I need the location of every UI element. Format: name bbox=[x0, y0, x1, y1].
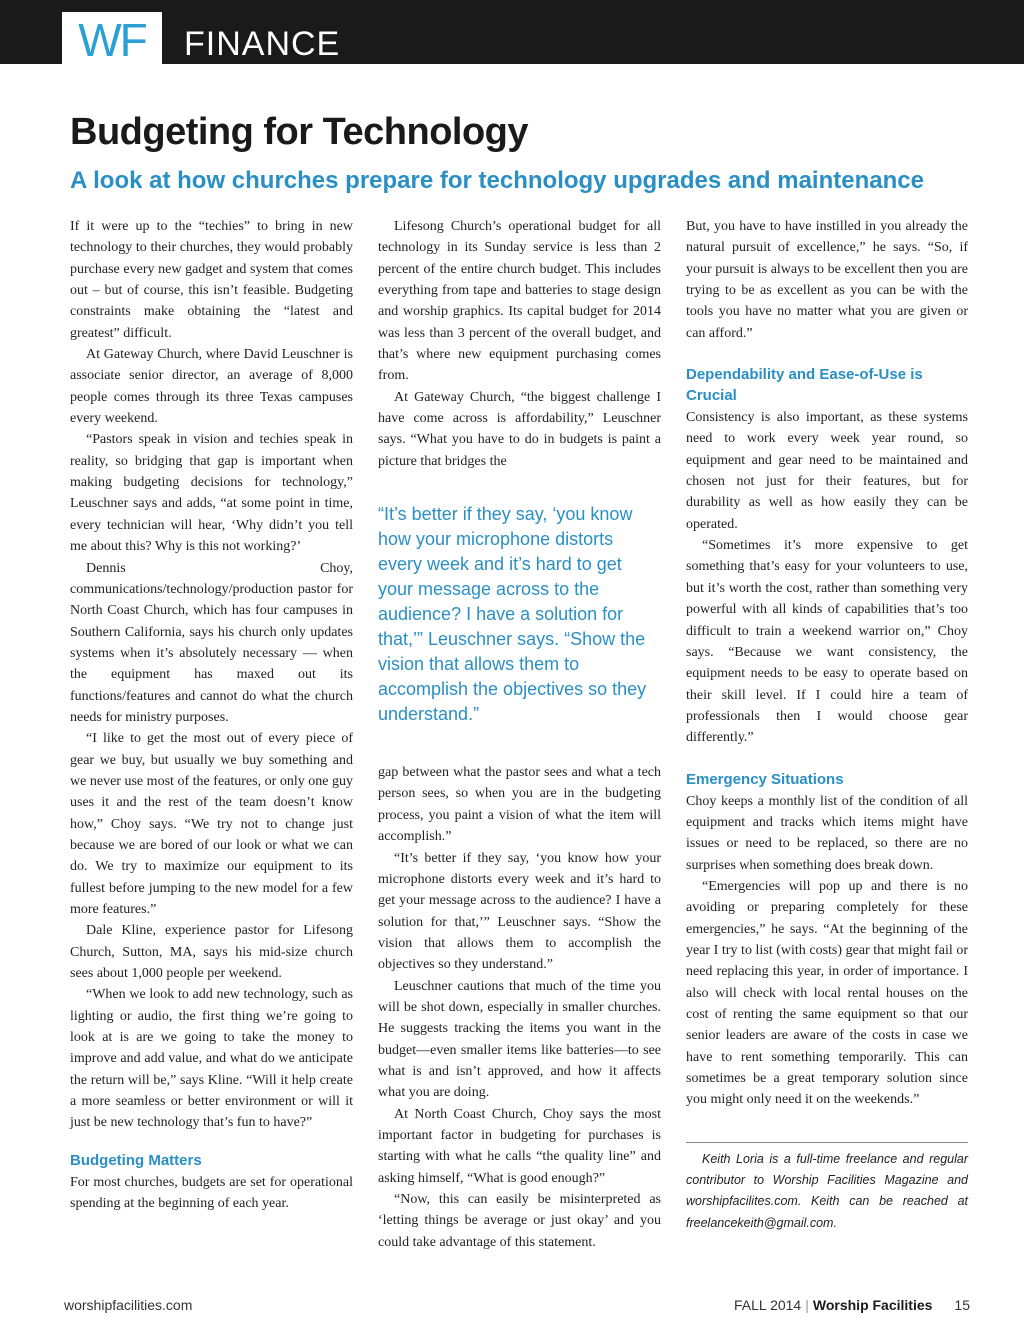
footer-website: worshipfacilities.com bbox=[64, 1297, 193, 1313]
author-bio: Keith Loria is a full-time freelance and regular contributor to Worship Facilities Magazine and worshipfacilites.com. Keith can be reached at freelancekeith@gmail.com. bbox=[686, 1151, 968, 1230]
article-column-3 bbox=[686, 216, 968, 1234]
section-heading-dependability: Dependability and Ease-of-Use is Crucial bbox=[686, 366, 923, 405]
page-footer bbox=[734, 1296, 970, 1314]
body-paragraph: “It’s better if they say, ‘you know how your microphone distorts every week and it’s hard to get your message across to the audience? I have a solution for that,’” Leuschner says. “Show the vision that allows them to accomplish the objectives so they understand.” bbox=[378, 850, 661, 973]
body-paragraph: Choy keeps a monthly list of the condition of all equipment and tracks which items might have issues or need to be replaced, so there are no surprises when something does break down. bbox=[686, 793, 968, 873]
body-paragraph: Dale Kline, experience pastor for Lifesong Church, Sutton, MA, says his mid-size church sees about 1,000 people per weekend. bbox=[70, 923, 353, 982]
body-paragraph: “I like to get the most out of every piece of gear we buy, but usually we buy something and we never use most of the features, or only one guy uses it and the rest of the team doesn’t know how,” Choy says. “We try not to change just because we are bored of our look or what we can do. We try to maximize our equipment to its fullest before jumping to the new model for a few more features.” bbox=[70, 731, 353, 917]
bio-divider bbox=[686, 1142, 968, 1143]
body-paragraph: At North Coast Church, Choy says the most important factor in budgeting for purchases is starting with what he calls “the quality line” and asking himself, “What is good enough?” bbox=[378, 1106, 661, 1186]
article-subtitle: A look at how churches prepare for technology upgrades and maintenance bbox=[70, 167, 924, 194]
body-paragraph: Dennis Choy, communications/technology/production pastor for North Coast Church, which has four campuses in Southern California, says his church only updates systems when it’s absolutely necessary — when the equipment has maxed out its functions/features and cannot do what the church needs for ministry purposes. bbox=[70, 560, 353, 725]
body-paragraph: “Now, this can easily be misinterpreted as ‘letting things be average or just okay’ and you could take advantage of this statement. bbox=[378, 1192, 661, 1250]
section-label: FINANCE bbox=[184, 25, 341, 63]
body-paragraph: “Emergencies will pop up and there is no avoiding or preparing completely for these emergencies,” he says. “At the beginning of the year I try to list (with costs) gear that might fail or need replacing this year, in order of importance. I also will check with local rental houses on the cost of renting the same equipment so that our senior leaders are aware of the costs in case we have to rent something temporarily. This can sometimes be a great temporary solution since you might only need it on the weekends.” bbox=[686, 878, 968, 1108]
body-paragraph: Consistency is also important, as these systems need to work every week year round, so equipment and gear need to be maintained and chosen not just for their features, but for durability as well as how easily they can be operated. bbox=[686, 410, 968, 532]
article-title: Budgeting for Technology bbox=[70, 111, 529, 153]
section-header-bar bbox=[0, 0, 1024, 64]
section-heading-budgeting-matters: Budgeting Matters bbox=[70, 1151, 202, 1169]
body-paragraph: gap between what the pastor sees and what a tech person sees, so when you are in the budgeting process, you paint a vision of what the item will accomplish.” bbox=[378, 765, 661, 845]
body-paragraph: Lifesong Church’s operational budget for all technology in its Sunday service is less than 2 percent of the entire church budget. This includes everything from tape and batteries to stage design and worship graphics. Its capital budget for 2014 was less than 3 percent of the overall budget, and that’s where new equipment purchasing comes from. bbox=[378, 219, 661, 384]
footer-separator: | bbox=[805, 1297, 809, 1313]
article-column-2 bbox=[378, 216, 661, 1253]
page-number: 15 bbox=[954, 1297, 970, 1313]
pull-quote: “It’s better if they say, ‘you know how your microphone distorts every week and it’s hard to get your message across to the audience? I have a solution for that,’” Leuschner says. “Show the vision that allows them to accomplish the objectives so they understand.” bbox=[378, 504, 647, 725]
magazine-logo: WF bbox=[78, 14, 146, 66]
body-paragraph: But, you have to have instilled in you already the natural pursuit of excellence,” he says. “So, if your pursuit is always to be excellent then you are trying to be as excellent as you can be with the tools you have no matter what you are given or can afford.” bbox=[686, 219, 968, 341]
body-paragraph: At Gateway Church, where David Leuschner is associate senior director, an average of 8,000 people comes through its three Texas campuses every weekend. bbox=[70, 347, 353, 427]
body-paragraph: Leuschner cautions that much of the time you will be shot down, especially in smaller churches. He suggests tracking the items you want in the budget—even smaller items like batteries—to see what is and isn’t approved, and how it affects what you are doing. bbox=[378, 978, 661, 1101]
body-paragraph: “Sometimes it’s more expensive to get something that’s easy for your volunteers to use, but it’s worth the cost, rather than something very powerful with all kinds of capabilities that’s too difficult to train a weekend warrior on,” Choy says. “Because we want consistency, the equipment needs to be easy to operate based on their skill level. If I could hire a team of professionals then I would choose gear differently.” bbox=[686, 538, 968, 746]
body-paragraph: At Gateway Church, “the biggest challenge I have come across is affordability,” Leuschner says. “What you have to do in budgets is paint a picture that bridges the bbox=[378, 389, 661, 469]
footer-issue: FALL 2014 bbox=[734, 1297, 802, 1313]
footer-magazine-name: Worship Facilities bbox=[812, 1297, 933, 1313]
body-paragraph: For most churches, budgets are set for operational spending at the beginning of each year. bbox=[70, 1174, 353, 1212]
body-paragraph: “When we look to add new technology, such as lighting or audio, the first thing we’re going to look at is are we going to take the money to improve and add value, and what do we anticipate the return will be,” says Kline. “Will it help create a more seamless or better environment or will it just be new technology that’s fun to have?” bbox=[70, 987, 353, 1131]
body-paragraph: If it were up to the “techies” to bring in new technology to their churches, they would probably purchase every new gadget and system that comes out – but of course, this isn’t feasible. Budgeting constraints make obtaining the “latest and greatest” difficult. bbox=[70, 219, 353, 341]
magazine-logo-box bbox=[62, 12, 162, 64]
body-paragraph: “Pastors speak in vision and techies speak in reality, so bridging that gap is important when making budgeting decisions for technology,” Leuschner says and adds, “at some point in time, every technician will hear, ‘Why didn’t you tell me about this? Why is this not working?’ bbox=[70, 432, 353, 555]
article-column-1 bbox=[70, 216, 353, 1214]
section-heading-emergency: Emergency Situations bbox=[686, 770, 844, 788]
